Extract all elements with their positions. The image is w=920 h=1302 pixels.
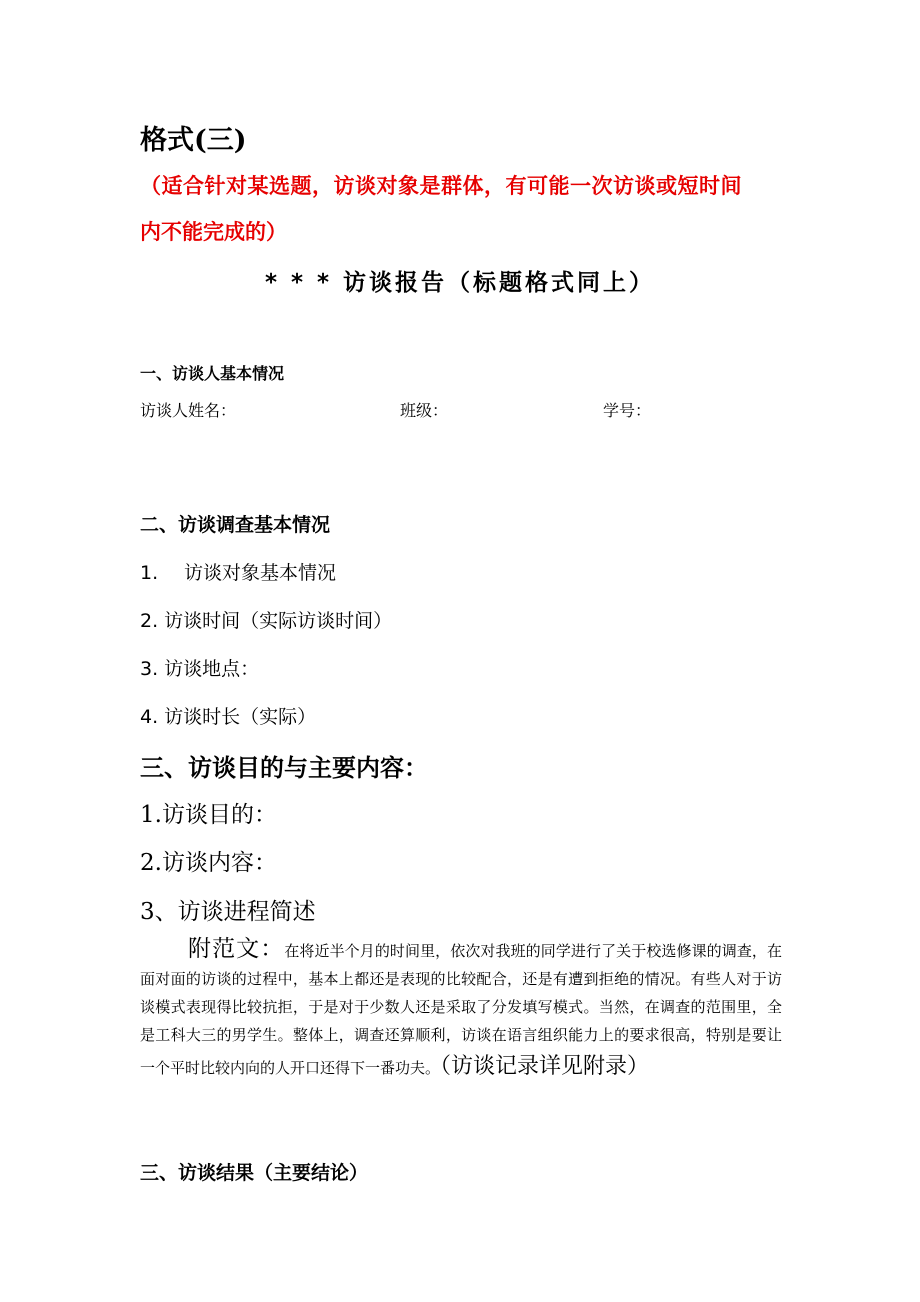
item-text: 访谈对象基本情况: [184, 562, 337, 584]
section-2-heading: 二、访谈调查基本情况: [140, 514, 331, 536]
section-2-item-2: 2. 访谈时间（实际访谈时间）: [140, 610, 393, 632]
sample-body: 在将近半个月的时间里，依次对我班的同学进行了关于校选修课的调查，在面对面的访谈的过程中，基本上都还是表现的比较配合，还是有遭到拒绝的情况。有些人对于访谈模式表现得比较抗拒，于是对于少数人还是采取了分发填写模式。当然，在调查的范围里，全是工科大三的男学生。整体上，调查还算顺利，访谈在语言组织能力上的要求很高，特别是要让一个平时比较内向的人开口还得下一番功夫。: [140, 942, 783, 1077]
section-3-item-3: 3、访谈进程简述: [140, 899, 316, 925]
section-2-item-3: 3. 访谈地点：: [140, 658, 260, 680]
report-title: * * * 访谈报告（标题格式同上）: [264, 270, 656, 296]
student-id-label: 学号：: [603, 401, 652, 420]
format-note-line-2: 内不能完成的）: [140, 219, 287, 244]
format-title: 格式(三): [140, 125, 247, 156]
sample-tail: （访谈记录详见附录）: [440, 1054, 650, 1079]
sample-lead: 附范文：: [188, 936, 285, 962]
item-number: 1.: [140, 562, 159, 584]
results-heading: 三、访谈结果（主要结论）: [140, 1162, 369, 1184]
section-2-item-1: [140, 558, 336, 585]
section-1-heading: 一、访谈人基本情况: [140, 364, 285, 383]
section-3-heading: 三、访谈目的与主要内容：: [140, 754, 428, 782]
interviewer-name-label: 访谈人姓名：: [140, 401, 237, 420]
format-note-line-1: （适合针对某选题，访谈对象是群体，有可能一次访谈或短时间: [140, 173, 742, 198]
sample-paragraph: [140, 935, 782, 1085]
section-3-item-2: 2.访谈内容：: [140, 850, 277, 876]
class-label: 班级：: [400, 401, 449, 420]
section-2-item-4: 4. 访谈时长（实际）: [140, 706, 317, 728]
section-3-item-1: 1.访谈目的：: [140, 802, 277, 828]
